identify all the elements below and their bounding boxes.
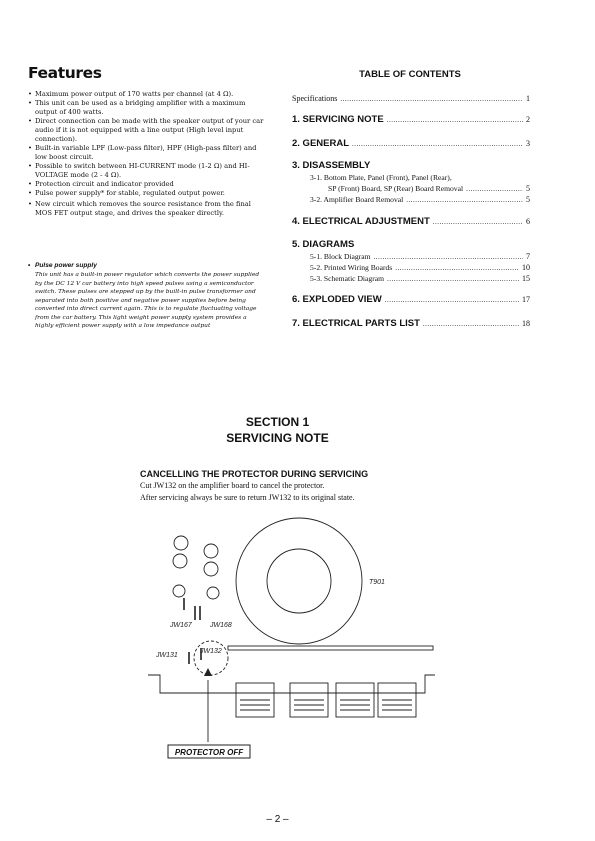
procedure-text: After servicing always be sure to return JW132 to its original state. [140,493,355,502]
transformer-outer [236,518,362,644]
feature-item: • Maximum power output of 170 watts per channel (at 4 Ω). [28,90,268,99]
toc-entry-page: 17 [522,295,530,304]
toc-entry-page: 5 [526,195,530,204]
toc-entry-page: 6 [526,217,530,226]
toc-entry-label: 5-1. Block Diagram [310,252,371,261]
feature-item: • This unit can be used as a bridging amplifier with a maximum output of 400 watts. [28,99,268,117]
label-jw132: JW132 [200,648,222,655]
component-circle [173,585,185,597]
label-jw167: JW167 [170,622,192,629]
component-circle [173,554,187,568]
toc-entry-page: 7 [526,252,530,261]
toc-title: TABLE OF CONTENTS [359,69,461,80]
toc-entry-label: 5-2. Printed Wiring Boards [310,263,393,272]
component-circle [207,587,219,599]
component-circle [204,562,218,576]
toc-entry-label: 1. SERVICING NOTE [292,114,384,125]
section-name: SERVICING NOTE [226,431,329,445]
feature-item: • Possible to switch between HI-CURRENT mode (1-2 Ω) and HI-VOLTAGE mode (2 - 4 Ω). [28,162,268,180]
jw132-highlight-circle [194,641,228,675]
page-number: – 2 – [266,814,289,825]
toc-entry-page: 18 [522,319,530,328]
toc-entry-label: 3-2. Amplifier Board Removal [310,195,404,204]
toc-entry-label: 7. ELECTRICAL PARTS LIST [292,318,420,329]
toc-entry-page: 2 [526,115,530,124]
ic-block [236,683,274,717]
toc-heading-diagrams[interactable]: 5. DIAGRAMS [292,239,355,250]
ic-block [336,683,374,717]
toc-entry-page: 1 [526,94,530,103]
toc-entry-page: 10 [522,263,530,272]
toc-entry-page: 15 [522,274,530,283]
board-strip [228,646,433,650]
component-circle [204,544,218,558]
pulse-power-title: • Pulse power supply [28,262,266,269]
toc-heading-disassembly[interactable]: 3. DISASSEMBLY [292,160,371,171]
pulse-power-text: This unit has a built-in power regulator which converts the power supplied by the DC 12 V car battery into high speed pulses using a semiconductor switch. These pulses are stepped up by the built-in pulse transformer and separated into both positive and negative power supplies before being converted into direct current again. This is to regulate fluctuating voltage from the car battery. This light weight power supply system provides a highly efficient power supply with a low impedance output [35,272,260,329]
feature-item: • Direct connection can be made with the speaker output of your car audio if it is not equipped with a line output (High level input connection). [28,117,268,144]
toc-entry-page: 3 [526,139,530,148]
procedure-heading: CANCELLING THE PROTECTOR DURING SERVICING [140,469,369,479]
label-protector-off: PROTECTOR OFF [174,748,244,757]
label-jw131: JW131 [156,652,178,659]
features-title: Features [28,64,102,82]
toc-entry-label: 5-3. Schematic Diagram [310,274,385,283]
label-jw168: JW168 [210,622,232,629]
toc-sub-entry[interactable]: 3-1. Bottom Plate, Panel (Front), Panel (Rear), [310,173,452,182]
feature-item: • New circuit which removes the source resistance from the final MOS FET output stage, and drives the speaker directly. [28,200,268,218]
feature-item: • Pulse power supply* for stable, regulated output power. [28,189,268,198]
feature-item: • Protection circuit and indicator provided [28,180,268,189]
ic-block [378,683,416,717]
toc-entry-page: 5 [526,184,530,193]
toc-entry-label: Specifications [292,94,338,103]
procedure-text: Cut JW132 on the amplifier board to cancel the protector. [140,481,325,490]
toc-entry-label: 6. EXPLODED VIEW [292,294,382,305]
toc-entry-label: SP (Front) Board, SP (Rear) Board Removal [328,184,464,193]
component-circle [174,536,188,550]
toc-entry-label: 4. ELECTRICAL ADJUSTMENT [292,216,430,227]
feature-item: • Built-in variable LPF (Low-pass filter), HPF (High-pass filter) and low boost circuit. [28,144,268,162]
transformer-inner [267,549,331,613]
toc-entry-label: 2. GENERAL [292,138,350,149]
label-t901: T901 [369,579,385,586]
ic-block [290,683,328,717]
arrow-head [204,668,212,676]
section-number: SECTION 1 [245,415,310,429]
